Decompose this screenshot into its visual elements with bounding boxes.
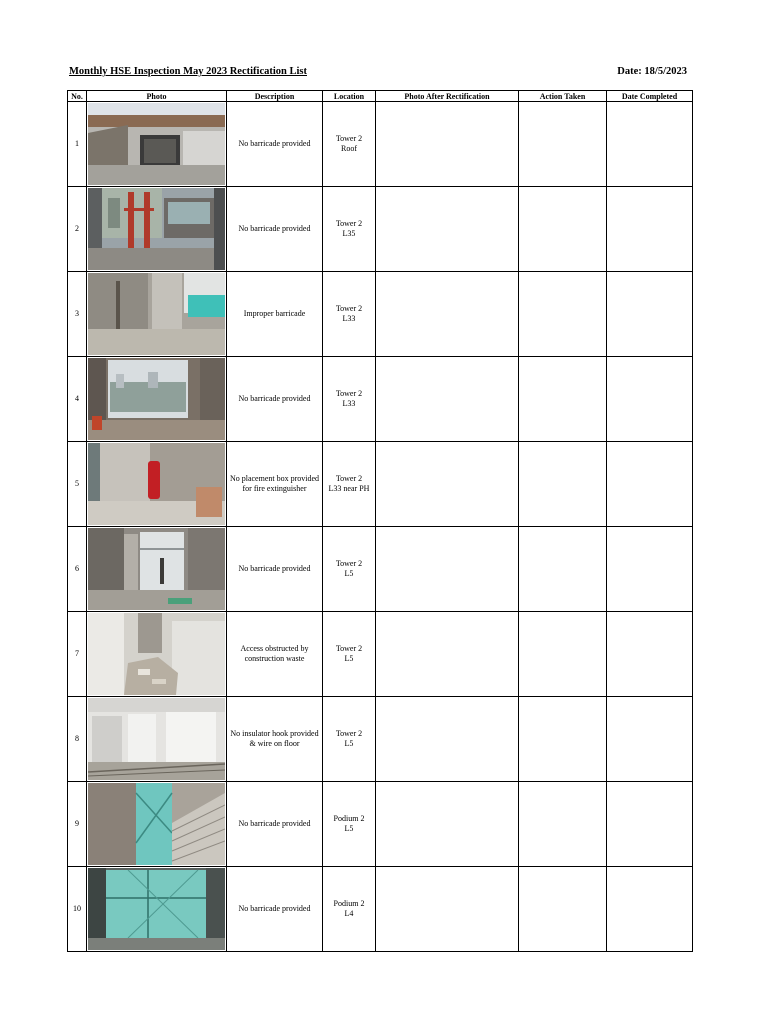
location-line-1: Tower 2 — [335, 218, 363, 228]
date-completed-cell[interactable] — [607, 102, 693, 187]
action-taken-cell[interactable] — [519, 867, 607, 952]
action-taken-cell[interactable] — [519, 612, 607, 697]
location-cell — [323, 527, 376, 612]
document-title: Monthly HSE Inspection May 2023 Rectification List — [69, 66, 307, 77]
location-line-2: L5 — [344, 824, 354, 833]
location-line-2: L5 — [344, 569, 354, 578]
description-cell: No barricade provided — [227, 187, 323, 272]
col-header-photo: Photo — [87, 91, 227, 102]
date-completed-cell[interactable] — [607, 697, 693, 782]
photo-after-cell[interactable] — [376, 442, 519, 527]
table-row — [68, 102, 693, 187]
photo-cell — [87, 697, 227, 782]
photo-after-cell[interactable] — [376, 102, 519, 187]
photo-after-cell[interactable] — [376, 357, 519, 442]
site-photo — [88, 188, 225, 270]
photo-cell — [87, 612, 227, 697]
photo-after-cell[interactable] — [376, 782, 519, 867]
photo-cell — [87, 102, 227, 187]
location-line-2: L35 — [342, 229, 356, 238]
photo-after-cell[interactable] — [376, 187, 519, 272]
table-row — [68, 442, 693, 527]
location-cell — [323, 867, 376, 952]
table-row — [68, 612, 693, 697]
row-number: 6 — [68, 527, 87, 612]
col-header-location: Location — [323, 91, 376, 102]
date-completed-cell[interactable] — [607, 187, 693, 272]
date-completed-cell[interactable] — [607, 867, 693, 952]
location-line-1: Tower 2 — [335, 473, 363, 483]
photo-after-cell[interactable] — [376, 697, 519, 782]
row-number: 4 — [68, 357, 87, 442]
location-line-1: Tower 2 — [335, 643, 363, 653]
location-cell — [323, 697, 376, 782]
location-line-1: Tower 2 — [335, 388, 363, 398]
date-completed-cell[interactable] — [607, 357, 693, 442]
location-line-1: Tower 2 — [335, 303, 363, 313]
photo-cell — [87, 357, 227, 442]
document-date: Date: 18/5/2023 — [617, 66, 687, 77]
date-completed-cell[interactable] — [607, 782, 693, 867]
date-completed-cell[interactable] — [607, 442, 693, 527]
table-row — [68, 187, 693, 272]
site-photo — [88, 528, 225, 610]
photo-cell — [87, 187, 227, 272]
row-number: 7 — [68, 612, 87, 697]
location-line-2: L5 — [344, 739, 354, 748]
col-header-no: No. — [68, 91, 87, 102]
photo-cell — [87, 442, 227, 527]
location-cell — [323, 357, 376, 442]
photo-cell — [87, 527, 227, 612]
rectification-table — [67, 90, 693, 952]
site-photo — [88, 273, 225, 355]
site-photo — [88, 103, 225, 185]
site-photo — [88, 613, 225, 695]
action-taken-cell[interactable] — [519, 442, 607, 527]
row-number: 1 — [68, 102, 87, 187]
table-row — [68, 867, 693, 952]
location-line-1: Tower 2 — [335, 558, 363, 568]
photo-cell — [87, 272, 227, 357]
table-row — [68, 697, 693, 782]
description-cell: No barricade provided — [227, 782, 323, 867]
description-cell: Improper barricade — [227, 272, 323, 357]
location-line-1: Podium 2 — [333, 813, 365, 823]
location-line-1: Podium 2 — [333, 898, 365, 908]
location-line-1: Tower 2 — [335, 133, 363, 143]
location-cell — [323, 442, 376, 527]
description-cell: No placement box provided for fire extinguisher — [227, 442, 323, 527]
table-row — [68, 527, 693, 612]
table-row — [68, 782, 693, 867]
action-taken-cell[interactable] — [519, 697, 607, 782]
location-line-2: L33 — [342, 399, 356, 408]
photo-after-cell[interactable] — [376, 867, 519, 952]
row-number: 3 — [68, 272, 87, 357]
site-photo — [88, 358, 225, 440]
location-cell — [323, 102, 376, 187]
description-cell: Access obstructed by construction waste — [227, 612, 323, 697]
action-taken-cell[interactable] — [519, 527, 607, 612]
action-taken-cell[interactable] — [519, 187, 607, 272]
description-cell: No barricade provided — [227, 357, 323, 442]
col-header-description: Description — [227, 91, 323, 102]
table-header-row — [68, 91, 693, 102]
photo-after-cell[interactable] — [376, 272, 519, 357]
site-photo — [88, 698, 225, 780]
action-taken-cell[interactable] — [519, 102, 607, 187]
row-number: 8 — [68, 697, 87, 782]
location-cell — [323, 187, 376, 272]
location-line-2: L33 near PH — [328, 484, 370, 493]
location-line-1: Tower 2 — [335, 728, 363, 738]
location-cell — [323, 612, 376, 697]
site-photo — [88, 783, 225, 865]
site-photo — [88, 443, 225, 525]
col-header-date-completed: Date Completed — [607, 91, 693, 102]
description-cell: No barricade provided — [227, 102, 323, 187]
table-row — [68, 272, 693, 357]
row-number: 10 — [68, 867, 87, 952]
location-line-2: L33 — [342, 314, 356, 323]
description-cell: No barricade provided — [227, 867, 323, 952]
location-line-2: L5 — [344, 654, 354, 663]
photo-after-cell[interactable] — [376, 612, 519, 697]
date-completed-cell[interactable] — [607, 272, 693, 357]
date-completed-cell[interactable] — [607, 612, 693, 697]
photo-after-cell[interactable] — [376, 527, 519, 612]
row-number: 2 — [68, 187, 87, 272]
col-header-photo-after: Photo After Rectification — [376, 91, 519, 102]
table-row — [68, 357, 693, 442]
action-taken-cell[interactable] — [519, 782, 607, 867]
location-cell — [323, 782, 376, 867]
description-cell: No insulator hook provided & wire on floor — [227, 697, 323, 782]
photo-cell — [87, 867, 227, 952]
photo-cell — [87, 782, 227, 867]
site-photo — [88, 868, 225, 950]
description-cell: No barricade provided — [227, 527, 323, 612]
action-taken-cell[interactable] — [519, 357, 607, 442]
col-header-action-taken: Action Taken — [519, 91, 607, 102]
row-number: 9 — [68, 782, 87, 867]
action-taken-cell[interactable] — [519, 272, 607, 357]
location-line-2: Roof — [341, 144, 357, 153]
location-line-2: L4 — [344, 909, 354, 918]
date-completed-cell[interactable] — [607, 527, 693, 612]
row-number: 5 — [68, 442, 87, 527]
location-cell — [323, 272, 376, 357]
